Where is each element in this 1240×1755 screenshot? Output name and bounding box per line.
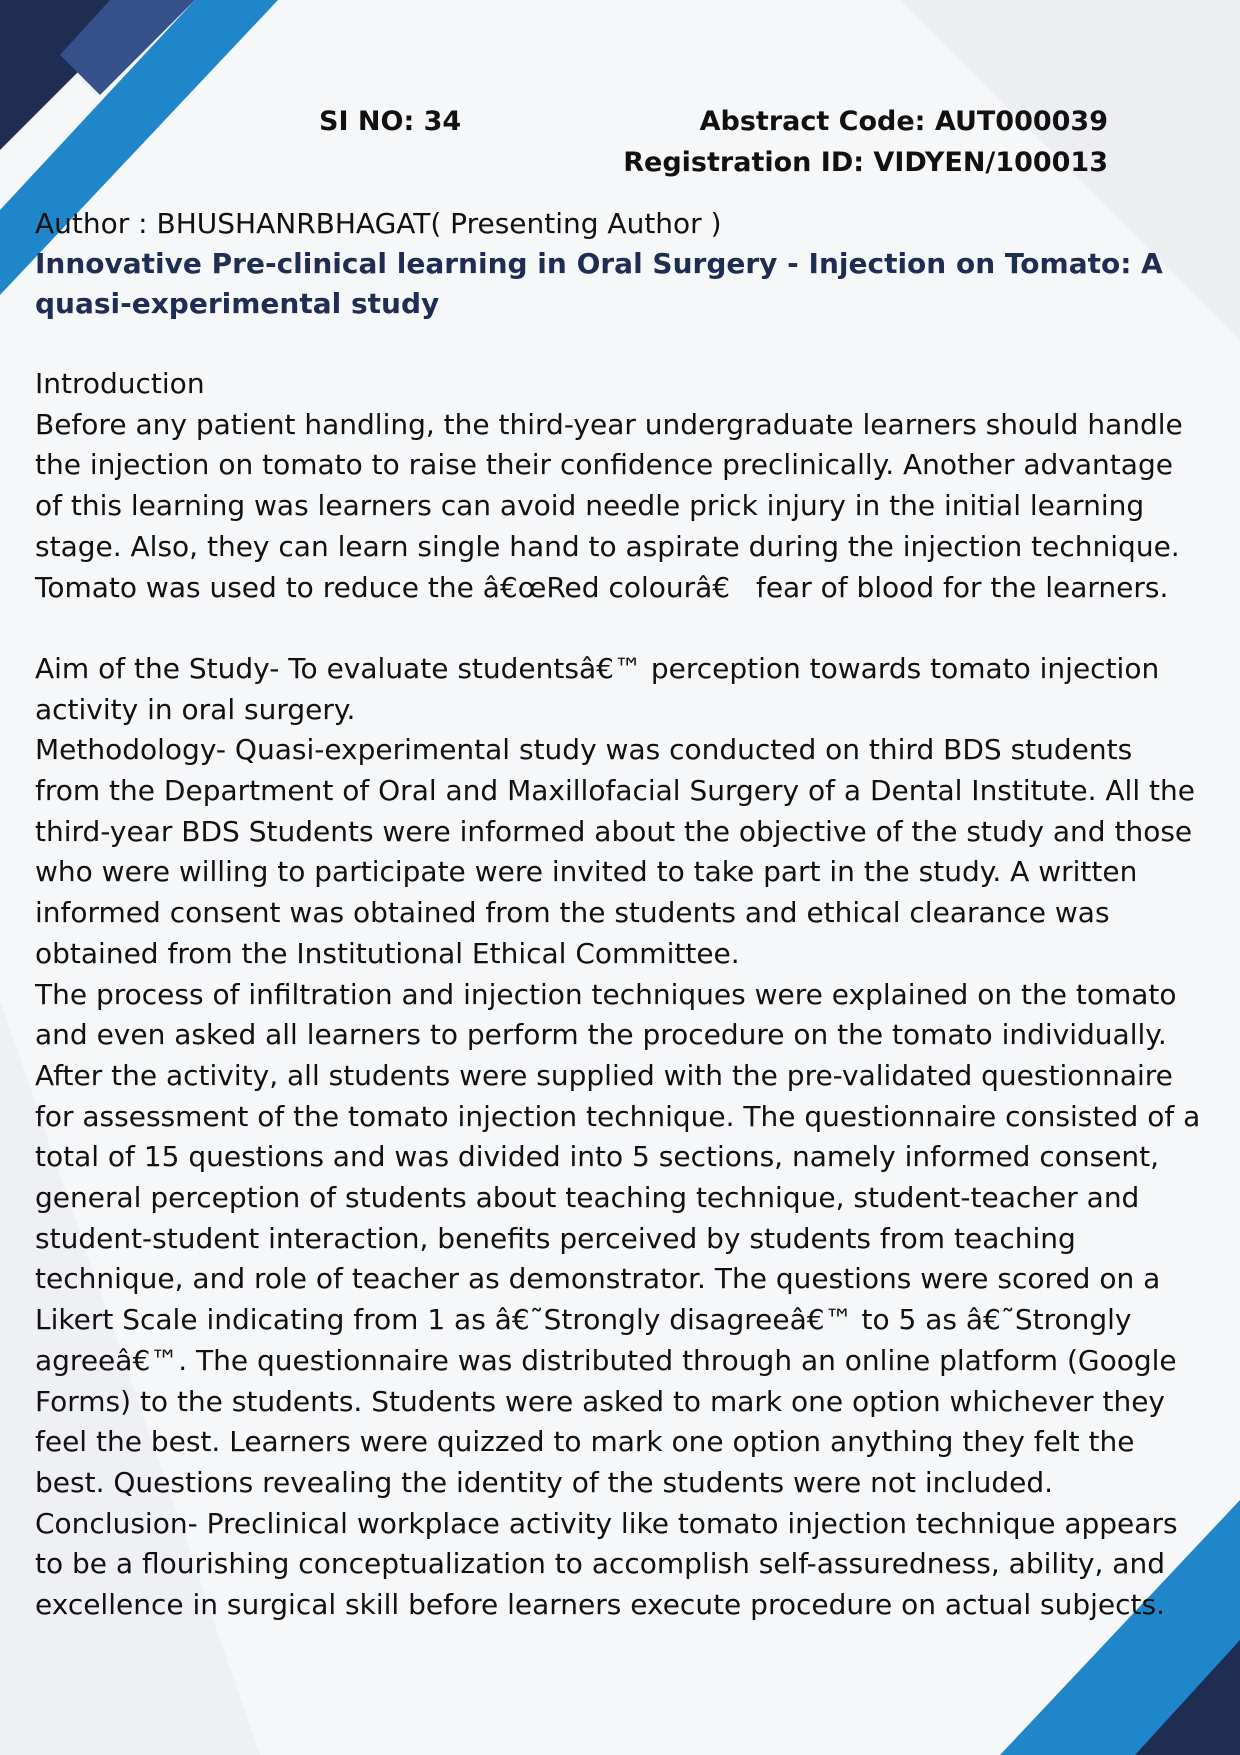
introduction-heading: Introduction bbox=[35, 367, 205, 400]
abstract-code: Abstract Code: AUT000039 bbox=[699, 106, 1108, 137]
introduction-text: Before any patient handling, the third-year undergraduate learners should handle the injection on tomato to raise their confidence preclinically. Another advantage of this learning was learners can avoid needle prick injury in the initial learning stage. Also, they can learn single hand to aspirate during the injection technique. Tomato was used to reduce the â€œRed colourâ€ fear of blood for the learners. bbox=[35, 407, 1183, 604]
abstract-title: Innovative Pre-clinical learning in Oral Surgery - Injection on Tomato: A quasi-experimental study bbox=[35, 247, 1163, 320]
process-text: The process of infiltration and injection techniques were explained on the tomato and even asked all learners to perform the procedure on the tomato individually. After the activity, all students were supplied with the pre-validated questionnaire for assessment of the tomato injection technique. The questionnaire consisted of a total of 15 questions and was divided into 5 sections, namely informed consent, general perception of students about teaching technique, student-teacher and student-student interaction, benefits perceived by students from teaching technique, and role of teacher as demonstrator. The questions were scored on a Likert Scale indicating from 1 as â€˜Strongly disagreeâ€™ to 5 as â€˜Strongly agreeâ€™. The questionnaire was distributed through an online platform (Google Forms) to the students. Students were asked to mark one option whichever they feel the best. Learners were quizzed to mark one option anything they felt the best. Questions revealing the identity of the students were not included. bbox=[35, 977, 1201, 1499]
paragraph-spacer bbox=[35, 608, 1205, 649]
registration-id: Registration ID: VIDYEN/100013 bbox=[623, 147, 1108, 178]
methodology-text: Methodology- Quasi-experimental study was conducted on third BDS students from the Department of Oral and Maxillofacial Surgery of a Dental Institute. All the third-year BDS Students were informed about the objective of the study and those who were willing to participate were invited to take part in the study. A written informed consent was obtained from the students and ethical clearance was obtained from the Institutional Ethical Committee. bbox=[35, 733, 1195, 970]
author-line: Author : BHUSHANRBHAGAT( Presenting Author ) bbox=[35, 207, 722, 240]
abstract-body bbox=[35, 204, 1205, 1626]
si-number: SI NO: 34 bbox=[319, 106, 462, 137]
aim-text: Aim of the Study- To evaluate studentsâ€™ perception towards tomato injection activity in oral surgery. bbox=[35, 651, 1160, 726]
conclusion-text: Conclusion- Preclinical workplace activity like tomato injection technique appears to be a flourishing conceptualization to accomplish self-assuredness, ability, and excellence in surgical skill before learners execute procedure on actual subjects. bbox=[35, 1506, 1178, 1622]
